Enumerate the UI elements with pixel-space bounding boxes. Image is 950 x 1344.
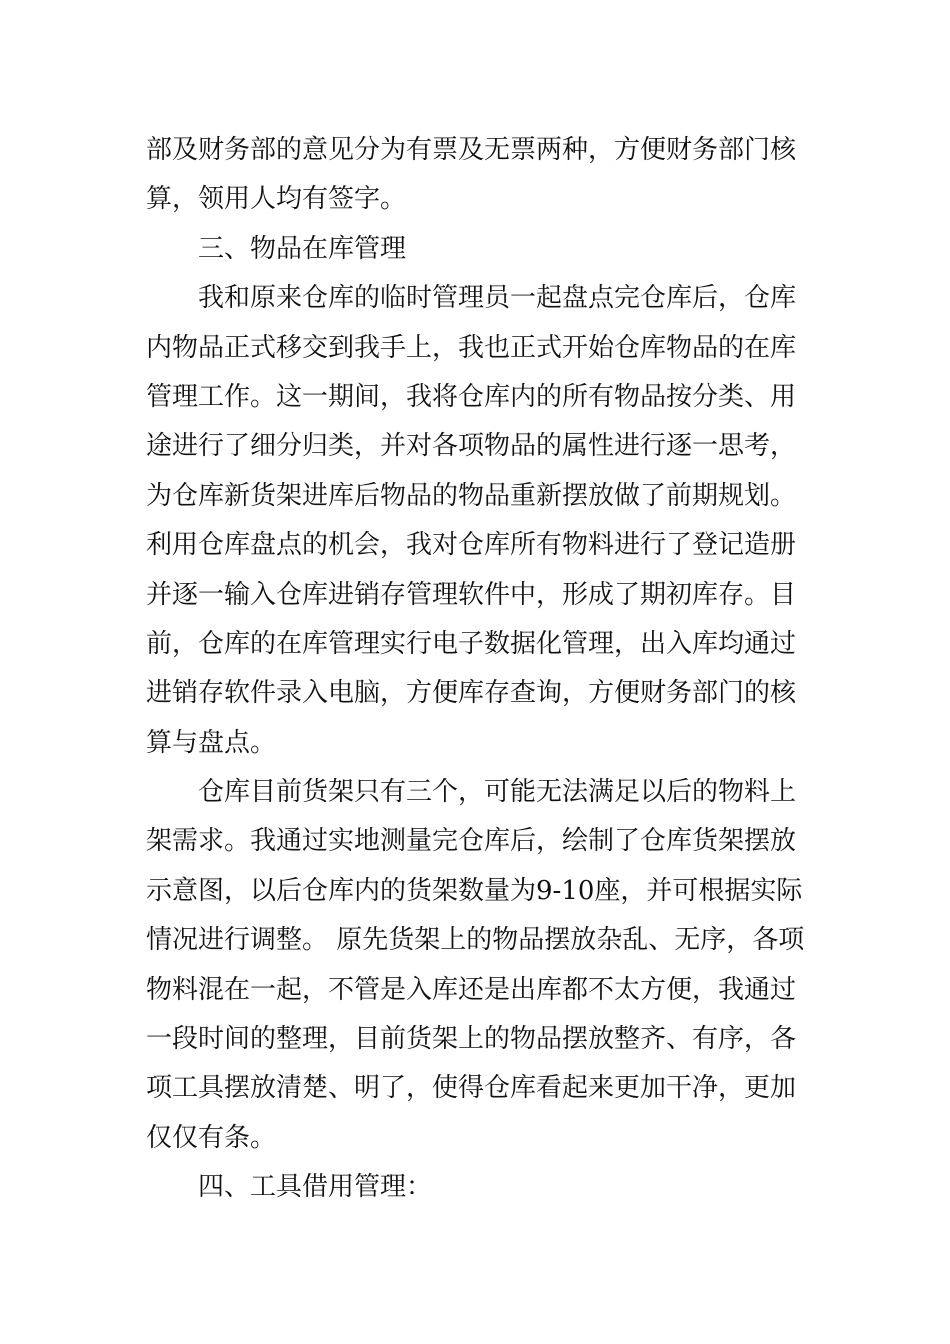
text-line: 进销存软件录入电脑，方便库存查询，方便财务部门的核 bbox=[146, 678, 797, 709]
text-line: 算与盘点。 bbox=[146, 727, 277, 758]
text-line: 管理工作。这一期间，我将仓库内的所有物品按分类、用 bbox=[146, 381, 797, 412]
text-line: 前，仓库的在库管理实行电子数据化管理，出入库均通过 bbox=[146, 628, 797, 659]
text-line: 部及财务部的意见分为有票及无票两种，方便财务部门核 bbox=[146, 135, 797, 165]
text-line: 算，领用人均有签字。 bbox=[146, 184, 407, 215]
text-line: 仅仅有条。 bbox=[146, 1122, 277, 1153]
text-line: 我和原来仓库的临时管理员一起盘点完仓库后，仓库 bbox=[198, 283, 797, 314]
text-line: 物料混在一起，不管是入库还是出库都不太方便，我通过 bbox=[146, 974, 797, 1005]
text-line: 情况进行调整。 原先货架上的物品摆放杂乱、无序，各项 bbox=[146, 925, 805, 956]
text-line: 途进行了细分归类，并对各项物品的属性进行逐一思考， bbox=[146, 431, 797, 462]
text-line: 示意图，以后仓库内的货架数量为9-10座，并可根据实际 bbox=[146, 875, 803, 906]
text-line: 为仓库新货架进库后物品的物品重新摆放做了前期规划。 bbox=[146, 480, 797, 511]
section-heading-tool-borrowing: 四、工具借用管理： bbox=[198, 1172, 433, 1203]
text-line: 仓库目前货架只有三个，可能无法满足以后的物料上 bbox=[198, 777, 797, 808]
text-line: 项工具摆放清楚、明了，使得仓库看起来更加干净，更加 bbox=[146, 1073, 797, 1104]
section-heading-inventory: 三、物品在库管理 bbox=[198, 233, 407, 264]
text-line: 架需求。我通过实地测量完仓库后，绘制了仓库货架摆放 bbox=[146, 826, 797, 857]
text-line: 并逐一输入仓库进销存管理软件中，形成了期初库存。目 bbox=[146, 579, 797, 610]
text-line: 一段时间的整理，目前货架上的物品摆放整齐、有序，各 bbox=[146, 1024, 797, 1055]
text-line: 内物品正式移交到我手上，我也正式开始仓库物品的在库 bbox=[146, 332, 797, 363]
text-line: 利用仓库盘点的机会，我对仓库所有物料进行了登记造册 bbox=[146, 530, 797, 561]
document-body bbox=[146, 126, 810, 1213]
